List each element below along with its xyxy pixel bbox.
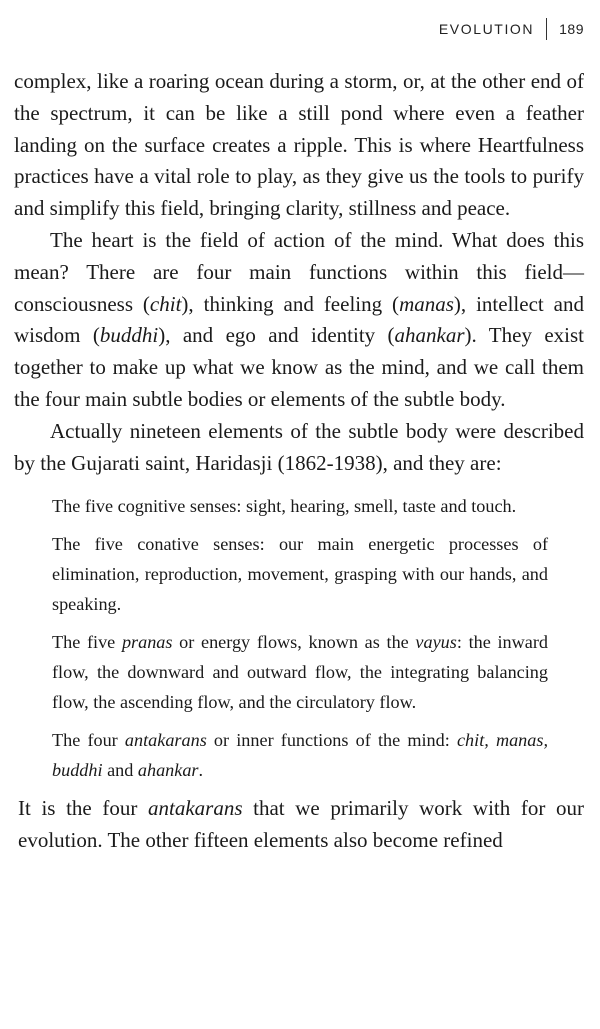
running-header [439,18,584,40]
term-pranas: pranas [121,632,173,653]
term-ahankar: ahankar [394,323,465,348]
term-ahankar-2: ahankar [137,760,199,781]
list-item-antakarans: The four antakarans or inner functions of the mind: chit, manas, buddhi and ahankar. [52,730,548,781]
paragraph-2: The heart is the field of action of the mind. What does this mean? There are four main functions within this field—consciousness (chit), thinking and feeling (manas), intellect and wisdom (buddhi), and ego and identity (ahankar). They exist together to make up what we know as the mind, and we call them the four main subtle bodies or elements of the subtle body. [14,227,584,411]
subtle-body-elements-list [52,491,548,785]
list-item-cognitive-senses: The five cognitive senses: sight, hearing, smell, taste and touch. [52,496,517,517]
list-item-conative-senses: The five conative senses: our main energetic processes of elimination, reproduction, movement, grasping with our hands, and speaking. [52,534,548,615]
paragraph-4: It is the four antakarans that we primarily work with for our evolution. The other fifteen elements also become refined [18,796,584,853]
term-buddhi: buddhi [99,323,159,348]
header-divider [546,18,547,40]
term-antakarans: antakarans [124,730,207,751]
term-antakarans-2: antakarans [148,796,243,821]
list-item-pranas: The five pranas or energy flows, known as the vayus: the inward flow, the downward and outward flow, the integrating balancing flow, the ascending flow, and the circulatory flow. [52,632,548,713]
term-list: chit, manas, buddhi [52,730,548,781]
section-title: EVOLUTION [438,21,535,37]
paragraph-3: Actually nineteen elements of the subtle body were described by the Gujarati saint, Haridasji (1862-1938), and they are: [14,418,584,475]
page-number: 189 [559,21,584,37]
term-manas: manas [399,291,454,316]
paragraph-1: complex, like a roaring ocean during a storm, or, at the other end of the spectrum, it can be like a still pond where even a feather landing on the surface creates a ripple. This is where Heartfulness practices have a vital role to play, as they give us the tools to purify and simplify this field, bringing clarity, stillness and peace. [14,69,584,221]
term-chit: chit [149,291,182,316]
page-body [14,66,584,857]
term-vayus: vayus [415,632,457,653]
